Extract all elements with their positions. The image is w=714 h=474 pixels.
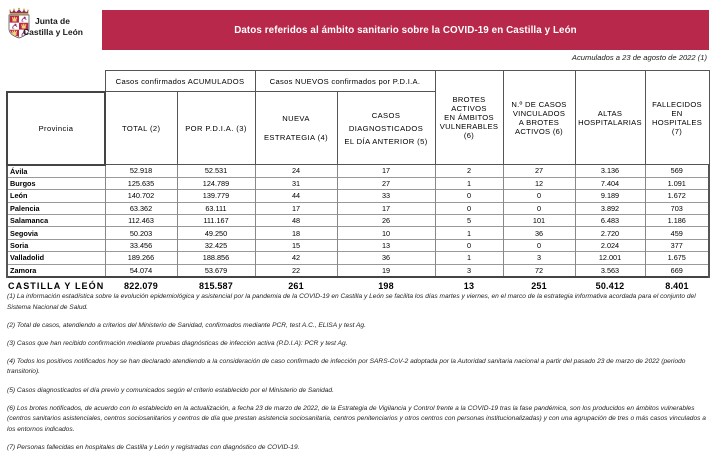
group-header-nuevos: Casos NUEVOS confirmados por P.D.I.A.	[255, 71, 435, 92]
total-por-pdia: 815.587	[177, 277, 255, 294]
cell-vinculados: 101	[503, 215, 575, 227]
total-total: 822.079	[105, 277, 177, 294]
diagnosticados-line-1: CASOS	[371, 110, 401, 120]
table-row	[7, 239, 709, 251]
group-header-acumulados: Casos confirmados ACUMULADOS	[105, 71, 255, 92]
fallecidos-line-3: HOSPITALES	[651, 117, 703, 127]
column-header-total: TOTAL (2)	[105, 92, 177, 165]
cell-provincia: Zamora	[7, 264, 105, 277]
cell-altas: 2.720	[575, 227, 645, 239]
fallecidos-line-2: EN	[671, 108, 683, 118]
footnotes	[7, 292, 707, 461]
page-title: Datos referidos al ámbito sanitario sobre la COVID-19 en Castilla y León	[234, 24, 577, 36]
cell-nueva-estrategia: 44	[255, 190, 337, 202]
table-group-header-row	[7, 71, 709, 92]
group-header-blank	[7, 71, 105, 92]
table-body	[7, 165, 709, 278]
cell-altas: 3.892	[575, 202, 645, 214]
cell-por-pdia: 139.779	[177, 190, 255, 202]
cell-total: 50.203	[105, 227, 177, 239]
cell-provincia: Valladolid	[7, 252, 105, 264]
cell-provincia: Soria	[7, 239, 105, 251]
cell-total: 125.635	[105, 177, 177, 189]
cell-total: 54.074	[105, 264, 177, 277]
cell-por-pdia: 52.531	[177, 165, 255, 178]
cell-fallecidos: 669	[645, 264, 709, 277]
cell-total: 63.362	[105, 202, 177, 214]
table-row	[7, 252, 709, 264]
total-altas: 50.412	[575, 277, 645, 294]
brotes-line-5: (6)	[463, 131, 475, 140]
column-header-provincia: Provincia	[7, 92, 105, 165]
cell-brotes: 1	[435, 177, 503, 189]
logo-line-2: Castilla y León	[23, 26, 83, 37]
accumulated-date-note: Acumulados a 23 de agosto de 2022 (1)	[571, 53, 707, 62]
cell-por-pdia: 63.111	[177, 202, 255, 214]
cell-fallecidos: 703	[645, 202, 709, 214]
cell-fallecidos: 459	[645, 227, 709, 239]
cell-altas: 7.404	[575, 177, 645, 189]
brotes-line-4: VULNERABLES	[439, 122, 499, 131]
vinculados-line-3: A BROTES	[518, 117, 560, 127]
column-header-diagnosticados	[337, 92, 435, 165]
column-header-nueva-estrategia	[255, 92, 337, 165]
title-banner	[102, 10, 709, 50]
cell-fallecidos: 1.672	[645, 190, 709, 202]
table-row	[7, 202, 709, 214]
column-header-altas-hospitalarias	[575, 71, 645, 165]
cell-diagnosticados: 10	[337, 227, 435, 239]
logo-line-1: Junta de	[35, 16, 70, 26]
cell-fallecidos: 377	[645, 239, 709, 251]
cell-total: 189.266	[105, 252, 177, 264]
altas-line-1: ALTAS	[597, 108, 623, 118]
cell-brotes: 0	[435, 239, 503, 251]
cell-nueva-estrategia: 22	[255, 264, 337, 277]
cell-vinculados: 36	[503, 227, 575, 239]
cell-por-pdia: 49.250	[177, 227, 255, 239]
covid-data-table-wrapper	[6, 70, 708, 294]
cell-brotes: 2	[435, 165, 503, 178]
footnote-3: (3) Casos que han recibido confirmación mediante pruebas diagnósticas de infección activa (P.D.I.A): PCR y test Ag.	[7, 339, 348, 347]
table-row	[7, 190, 709, 202]
total-vinculados: 251	[503, 277, 575, 294]
cell-brotes: 3	[435, 264, 503, 277]
fallecidos-line-4: (7)	[671, 126, 683, 136]
cell-por-pdia: 188.856	[177, 252, 255, 264]
total-brotes: 13	[435, 277, 503, 294]
cell-fallecidos: 1.091	[645, 177, 709, 189]
altas-line-2: HOSPITALARIAS	[578, 117, 642, 127]
logo-wordmark	[23, 4, 83, 37]
brotes-line-3: EN ÁMBITOS	[444, 113, 494, 122]
cell-brotes: 5	[435, 215, 503, 227]
cell-provincia: Salamanca	[7, 215, 105, 227]
cell-altas: 9.189	[575, 190, 645, 202]
column-header-fallecidos	[645, 71, 709, 165]
footnote-7: (7) Personas fallecidas en hospitales de Castilla y León y registradas con diagnóstico de COVID-19.	[7, 443, 300, 451]
cell-total: 33.456	[105, 239, 177, 251]
column-header-por-pdia: POR P.D.I.A. (3)	[177, 92, 255, 165]
cell-provincia: León	[7, 190, 105, 202]
cell-provincia: Ávila	[7, 165, 105, 178]
cell-altas: 2.024	[575, 239, 645, 251]
cell-provincia: Burgos	[7, 177, 105, 189]
brotes-line-1: BROTES	[452, 95, 486, 104]
cell-altas: 3.563	[575, 264, 645, 277]
cell-nueva-estrategia: 17	[255, 202, 337, 214]
table-row	[7, 227, 709, 239]
table-row	[7, 215, 709, 227]
cell-nueva-estrategia: 18	[255, 227, 337, 239]
cell-fallecidos: 1.186	[645, 215, 709, 227]
cell-total: 140.702	[105, 190, 177, 202]
column-header-brotes-activos	[435, 71, 503, 165]
cell-nueva-estrategia: 24	[255, 165, 337, 178]
total-fallecidos: 8.401	[645, 277, 709, 294]
cell-vinculados: 0	[503, 239, 575, 251]
diagnosticados-line-2: DIAGNOSTICADOS	[348, 123, 424, 133]
cell-total: 112.463	[105, 215, 177, 227]
junta-castilla-y-leon-logo	[6, 4, 98, 52]
fallecidos-line-1: FALLECIDOS	[652, 99, 702, 109]
cell-por-pdia: 32.425	[177, 239, 255, 251]
cell-vinculados: 3	[503, 252, 575, 264]
cell-fallecidos: 1.675	[645, 252, 709, 264]
cell-provincia: Segovia	[7, 227, 105, 239]
footnote-2: (2) Total de casos, atendiendo a criterios del Ministerio de Sanidad, confirmados mediante PCR, test A.C., ELISA y test Ag.	[7, 321, 366, 329]
total-nueva-estrategia: 261	[255, 277, 337, 294]
cell-por-pdia: 111.167	[177, 215, 255, 227]
footnote-4: (4) Todos los positivos notificados hoy se han declarado atendiendo a la consideración de caso confirmado de infección por SARS-CoV-2 adoptada por la Autoridad sanitaria nacional a partir del pasado 23 de marzo de 2022 (periodo transitorio).	[7, 357, 686, 376]
vinculados-line-2: VINCULADOS	[512, 108, 566, 118]
cell-diagnosticados: 17	[337, 202, 435, 214]
cell-provincia: Palencia	[7, 202, 105, 214]
cell-brotes: 0	[435, 202, 503, 214]
cell-diagnosticados: 17	[337, 165, 435, 178]
diagnosticados-line-3: EL DÍA ANTERIOR (5)	[344, 136, 428, 146]
cell-por-pdia: 124.789	[177, 177, 255, 189]
table-row	[7, 264, 709, 277]
brotes-line-2: ACTIVOS	[451, 104, 487, 113]
table-row	[7, 165, 709, 178]
footnote-5: (5) Casos diagnosticados el día previo y comunicados según el criterio establecido por el Ministerio de Sanidad.	[7, 386, 334, 394]
nueva-estrategia-line-2: ESTRATEGIA (4)	[263, 133, 329, 142]
nueva-estrategia-line-1: NUEVA	[282, 114, 310, 123]
footnote-6: (6) Los brotes notificados, de acuerdo con lo establecido en la actualización, a fecha 23 de marzo de 2022, de la Estrategia de Vigilancia y Control frente a la COVID-19 tras la fase pandémica, son los producidos en ámbitos vulnerables (centros sanitarios asistenciales, centros sociosanitarios y centros de día que prestan asistencia sociosanitaria, centros penitenciarios y otros centros con personas institucionalizadas) y con una agrupación de tres o más casos vinculados a los entornos indicados.	[7, 404, 706, 433]
cell-vinculados: 72	[503, 264, 575, 277]
cell-vinculados: 27	[503, 165, 575, 178]
cell-nueva-estrategia: 15	[255, 239, 337, 251]
cell-diagnosticados: 27	[337, 177, 435, 189]
cell-brotes: 1	[435, 252, 503, 264]
cell-vinculados: 0	[503, 190, 575, 202]
cell-vinculados: 12	[503, 177, 575, 189]
table-row	[7, 177, 709, 189]
footnote-1: (1) La información estadística sobre la evolución epidemiológica y asistencial por la pandemia de la COVID-19 en Castilla y León se facilita los días martes y viernes, en el marco de la estrategia informativa acordada para el conjunto del Sistema Nacional de Salud.	[7, 293, 696, 311]
column-header-casos-vinculados	[503, 71, 575, 165]
cell-diagnosticados: 13	[337, 239, 435, 251]
cell-diagnosticados: 19	[337, 264, 435, 277]
cell-total: 52.918	[105, 165, 177, 178]
cell-fallecidos: 569	[645, 165, 709, 178]
total-diagnosticados: 198	[337, 277, 435, 294]
cell-por-pdia: 53.679	[177, 264, 255, 277]
cell-nueva-estrategia: 31	[255, 177, 337, 189]
cell-altas: 6.483	[575, 215, 645, 227]
cell-vinculados: 0	[503, 202, 575, 214]
cell-brotes: 0	[435, 190, 503, 202]
cell-nueva-estrategia: 42	[255, 252, 337, 264]
cell-nueva-estrategia: 48	[255, 215, 337, 227]
vinculados-line-1: N.º DE CASOS	[511, 99, 567, 109]
cell-brotes: 1	[435, 227, 503, 239]
vinculados-line-4: ACTIVOS (6)	[514, 126, 564, 136]
covid-data-table	[6, 70, 710, 294]
cell-altas: 12.001	[575, 252, 645, 264]
cell-diagnosticados: 36	[337, 252, 435, 264]
cell-diagnosticados: 26	[337, 215, 435, 227]
cell-diagnosticados: 33	[337, 190, 435, 202]
cell-altas: 3.136	[575, 165, 645, 178]
page-header	[0, 0, 714, 62]
total-provincia: CASTILLA Y LEÓN	[7, 277, 105, 294]
